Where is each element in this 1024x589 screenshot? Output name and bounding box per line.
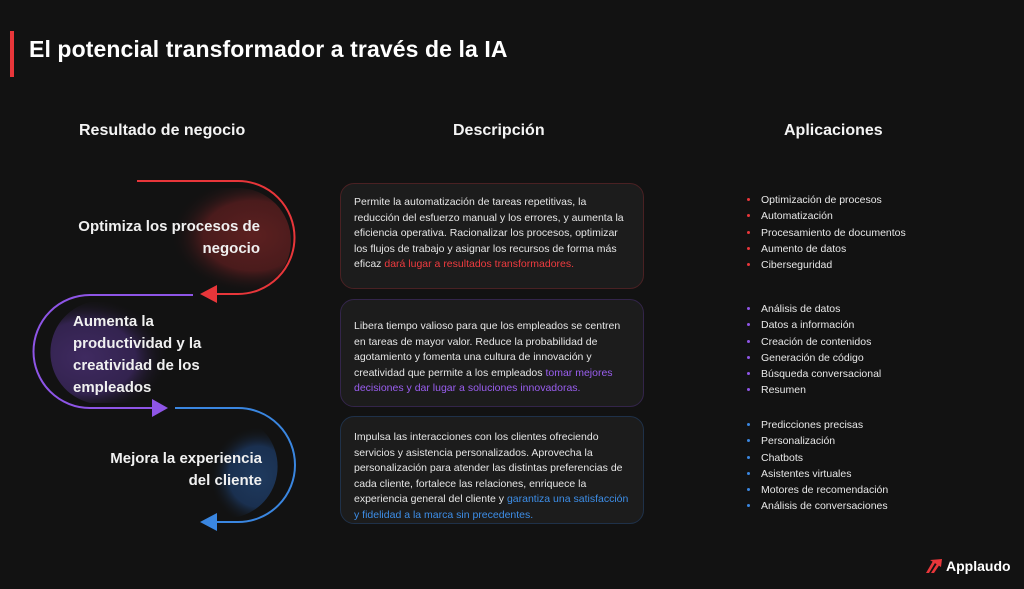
bullet-icon — [747, 423, 750, 426]
bullet-icon — [747, 231, 750, 234]
application-label: Asistentes virtuales — [761, 467, 852, 480]
column-header-results: Resultado de negocio — [79, 122, 246, 139]
list-item — [746, 482, 888, 498]
result-label-processes: Optimiza los procesos de negocio — [78, 218, 260, 257]
page-title: El potencial transformador a través de la IA — [29, 36, 508, 62]
result-label-productivity: Aumenta la productividad y la creatividad de los empleados — [73, 313, 202, 396]
description-highlight: garantiza una satisfacción y fidelidad a la marca sin precedentes. — [354, 493, 629, 521]
bullet-icon — [747, 323, 750, 326]
list-item — [746, 257, 906, 273]
list-item — [746, 208, 906, 224]
application-label: Análisis de conversaciones — [761, 500, 888, 513]
result-label-customer: Mejora la experiencia del cliente — [110, 450, 262, 489]
bullet-icon — [747, 247, 750, 250]
bullet-icon — [747, 263, 750, 266]
list-item — [746, 192, 906, 208]
application-label: Personalización — [761, 435, 836, 448]
list-item — [746, 350, 881, 366]
bullet-icon — [747, 388, 750, 391]
applaudo-logo-icon — [925, 558, 943, 574]
list-item — [746, 433, 888, 449]
list-item — [746, 466, 888, 482]
bullet-icon — [747, 372, 750, 375]
column-header-description: Descripción — [453, 122, 545, 139]
list-item — [746, 225, 906, 241]
application-label: Chatbots — [761, 451, 804, 464]
applaudo-logo — [925, 558, 1011, 574]
application-label: Predicciones precisas — [761, 419, 864, 431]
logo-text: Applaudo — [946, 558, 1011, 574]
list-item — [746, 241, 906, 257]
description-highlight: dará lugar a resultados transformadores. — [384, 258, 575, 271]
bullet-icon — [747, 504, 750, 507]
applications-list-customer — [746, 417, 888, 515]
list-item — [746, 366, 881, 382]
bullet-icon — [747, 488, 750, 491]
description-card-customer — [340, 416, 644, 524]
bullet-icon — [747, 340, 750, 343]
application-label: Resumen — [761, 384, 806, 397]
bullet-icon — [747, 198, 750, 201]
list-item — [746, 334, 881, 350]
applications-list-processes — [746, 192, 906, 273]
bullet-icon — [747, 214, 750, 217]
list-item — [746, 417, 888, 433]
description-text: Impulsa las interacciones con los clientes ofreciendo servicios y asistencia personalizados. Aprovecha la personalización para atender las distintas preferencias de cada cliente, fortalece las relaciones, enriquece la experiencia general del cliente y — [354, 431, 623, 506]
application-label: Generación de código — [761, 351, 864, 364]
application-label: Datos a información — [761, 319, 855, 332]
application-label: Búsqueda conversacional — [761, 368, 882, 381]
list-item — [746, 498, 888, 514]
description-highlight: tomar mejores decisiones y dar lugar a soluciones innovadoras. — [354, 366, 613, 395]
bullet-icon — [747, 472, 750, 475]
bullet-icon — [747, 456, 750, 459]
application-label: Creación de contenidos — [761, 335, 872, 348]
column-header-applications: Aplicaciones — [784, 122, 883, 139]
results-flow-diagram — [0, 0, 340, 589]
description-text: Libera tiempo valioso para que los empleados se centren en tareas de mayor valor. Reduce la probabilidad de agotamiento y fomenta una cultura de innovación y creatividad que permite a los empleados — [354, 320, 621, 379]
application-label: Motores de recomendación — [761, 484, 889, 497]
application-label: Análisis de datos — [761, 303, 841, 315]
list-item — [746, 317, 881, 333]
list-item — [746, 382, 881, 398]
application-label: Procesamiento de documentos — [761, 226, 906, 239]
description-card-processes — [340, 183, 644, 289]
application-label: Ciberseguridad — [761, 259, 833, 272]
application-label: Aumento de datos — [761, 242, 847, 255]
list-item — [746, 450, 888, 466]
bullet-icon — [747, 439, 750, 442]
application-label: Automatización — [761, 210, 833, 223]
description-text: Permite la automatización de tareas repetitivas, la reducción del esfuerzo manual y los errores, y aumenta la eficiencia operativa. Racionalizar los procesos, optimizar los flujos de trabajo y asignar los recursos de forma más eficaz — [354, 196, 624, 271]
list-item — [746, 301, 881, 317]
application-label: Optimización de procesos — [761, 194, 882, 206]
bullet-icon — [747, 356, 750, 359]
description-card-productivity — [340, 299, 644, 407]
bullet-icon — [747, 307, 750, 310]
applications-list-productivity — [746, 301, 881, 399]
